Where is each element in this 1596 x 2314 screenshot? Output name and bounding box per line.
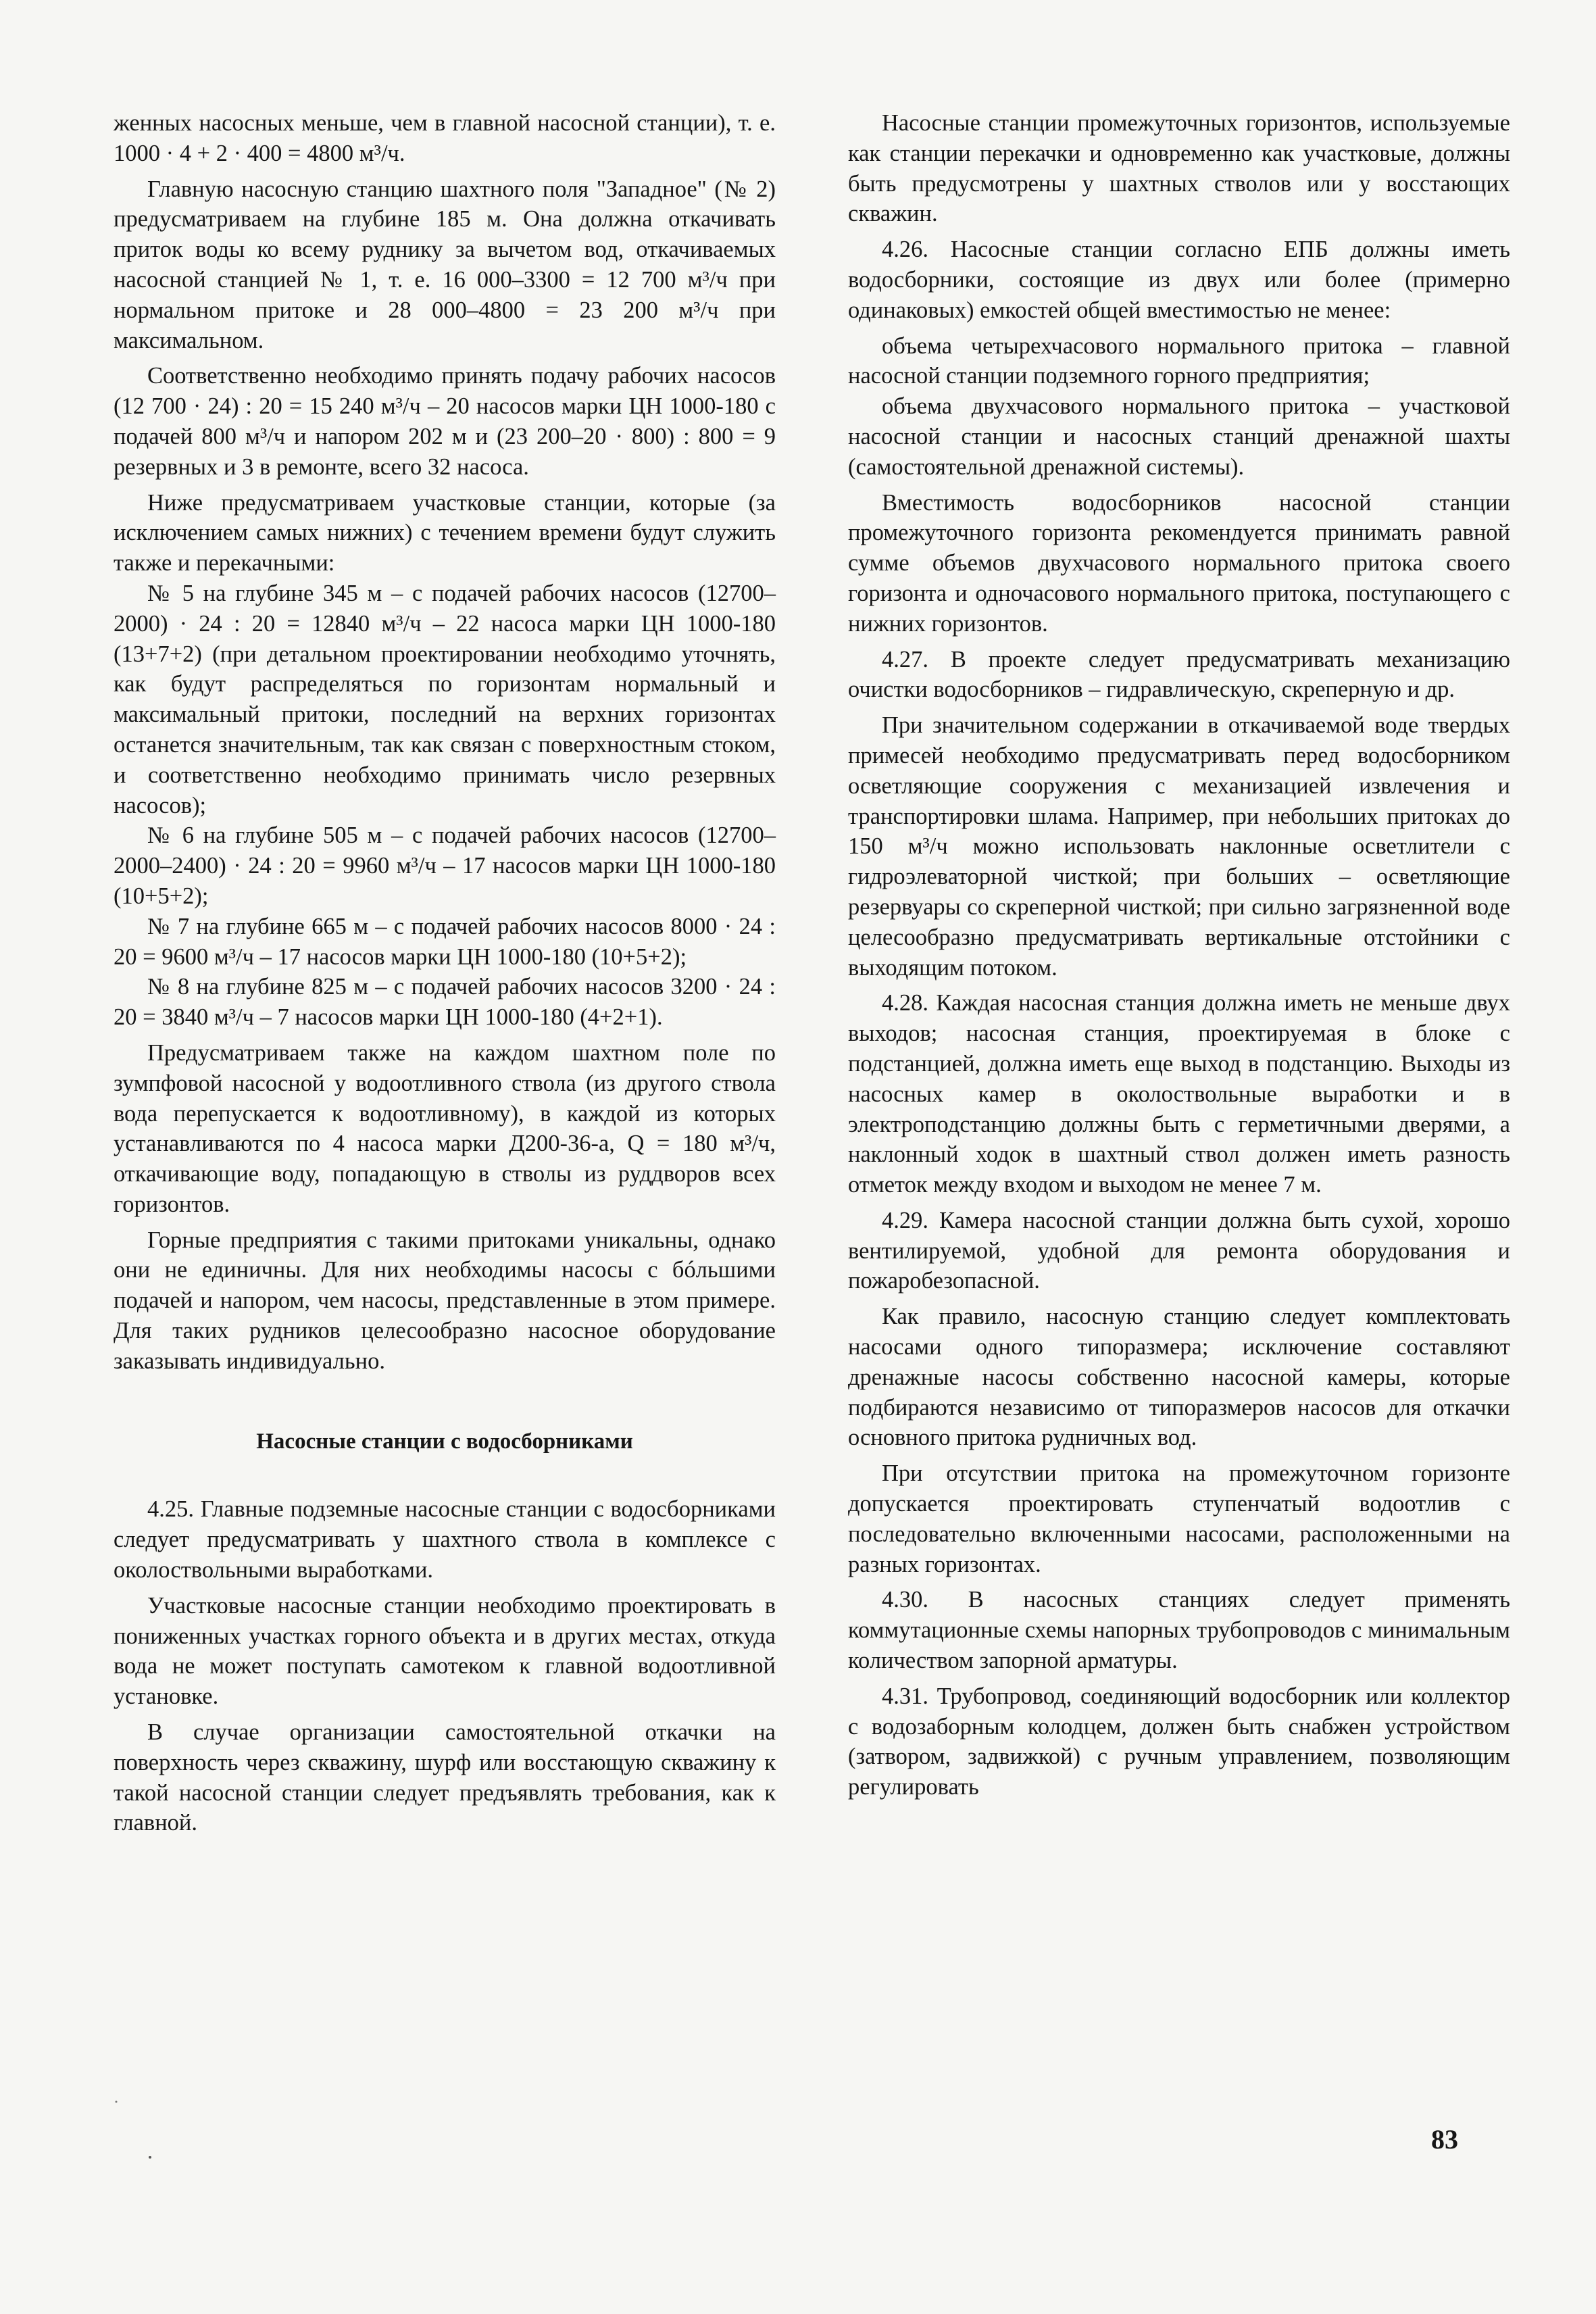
speck	[149, 2156, 151, 2159]
paragraph: Ниже предусматриваем участковые станции, которые (за исключением самых нижних) с течением времени будут служить также и перекачными:	[114, 489, 776, 576]
paragraph: Горные предприятия с такими притоками уникальны, однако они не единичны. Для них необходимы насосы с бóльшими подачей и напором, чем насосы, представленные в этом примере. Для таких рудников целесообразно насосное оборудование заказывать индивидуально.	[114, 1227, 776, 1374]
paragraph: Предусматриваем также на каждом шахтном поле по зумпфовой насосной у водоотливного ствола (из другого ствола вода перепускается к водоотливному), в каждой из которых устанавливаются по 4 насоса марки Д200-36-а, Q = 180 м³/ч, откачивающие воду, попадающую в стволы из руддворов всех горизонтов.	[114, 1039, 776, 1217]
paragraph: В случае организации самостоятельной откачки на поверхность через скважину, шурф или восстающую скважину к такой насосной станции следует предъявлять требования, как к главной.	[114, 1719, 776, 1836]
list-item: объема двухчасового нормального притока – участковой насосной станции и насосных станций дренажной шахты (самостоятельной дренажной системы).	[848, 393, 1510, 480]
right-column	[848, 108, 1510, 1808]
paragraph: Главную насосную станцию шахтного поля "Западное" (№ 2) предусматриваем на глубине 185 м. Она должна откачивать приток воды ко всему руднику за вычетом вод, откачиваемых насосной станцией № 1, т. е. 16 000–3300 = 12 700 м³/ч при нормальном притоке и 28 000–4800 = 23 200 м³/ч при максимальном.	[114, 176, 776, 353]
left-column	[114, 108, 776, 1844]
section-heading: Насосные станции с водосборниками	[256, 1429, 633, 1454]
paragraph: женных насосных меньше, чем в главной насосной станции), т. е. 1000 · 4 + 2 · 400 = 4800 м³/ч.	[114, 110, 776, 166]
paragraph: 4.30. В насосных станциях следует применять коммутационные схемы напорных трубопроводов с минимальным количеством запорной арматуры.	[848, 1587, 1510, 1674]
paragraph: При значительном содержании в откачиваемой воде твердых примесей необходимо предусматривать перед водосборником осветляющие сооружения с механизацией извлечения и транспортировки шлама. Например, при небольших притоках до 150 м³/ч можно использовать наклонные осветлители с гидроэлеваторной чисткой; при больших – осветляющие резервуары со скреперной чисткой; при сильно загрязненной воде целесообразно предусматривать вертикальные отстойники с выходящим потоком.	[848, 712, 1510, 981]
paragraph: Участковые насосные станции необходимо проектировать в пониженных участках горного объекта и в других местах, откуда вода не может поступать самотеком к главной водоотливной установке.	[114, 1592, 776, 1710]
list-item: № 5 на глубине 345 м – с подачей рабочих насосов (12700–2000) · 24 : 20 = 12840 м³/ч – 22 насоса марки ЦН 1000-180 (13+7+2) (при детальном проектировании необходимо уточнять, как будут распределяться по горизонтам нормальный и максимальный притоки, последний на верхних горизонтах останется значительным, так как связан с поверхностным стоком, и соответственно необходимо принимать число резервных насосов);	[114, 580, 776, 818]
speck	[116, 2101, 118, 2103]
list-item: № 8 на глубине 825 м – с подачей рабочих насосов 3200 · 24 : 20 = 3840 м³/ч – 7 насосов марки ЦН 1000-180 (4+2+1).	[114, 974, 776, 1031]
paragraph: Соответственно необходимо принять подачу рабочих насосов (12 700 · 24) : 20 = 15 240 м³/ч – 20 насосов марки ЦН 1000-180 с подачей 800 м³/ч и напором 202 м и (23 200–20 · 800) : 800 = 9 резервных и 3 в ремонте, всего 32 насоса.	[114, 363, 776, 480]
paragraph: Вместимость водосборников насосной станции промежуточного горизонта рекомендуется принимать равной сумме объемов двухчасового нормального притока своего горизонта и одночасового нормального притока, поступающего с нижних горизонтов.	[848, 489, 1510, 637]
page-number: 83	[1431, 2124, 1458, 2155]
list-item: объема четырехчасового нормального притока – главной насосной станции подземного горного предприятия;	[848, 333, 1510, 389]
paragraph: 4.26. Насосные станции согласно ЕПБ должны иметь водосборники, состоящие из двух или более (примерно одинаковых) емкостей общей вместимостью не менее:	[848, 237, 1510, 323]
paragraph: Насосные станции промежуточных горизонтов, используемые как станции перекачки и одновременно как участковые, должны быть предусмотрены у шахтных стволов или у восстающих скважин.	[848, 110, 1510, 227]
list-item: № 6 на глубине 505 м – с подачей рабочих насосов (12700–2000–2400) · 24 : 20 = 9960 м³/ч – 17 насосов марки ЦН 1000-180 (10+5+2);	[114, 822, 776, 909]
paragraph: При отсутствии притока на промежуточном горизонте допускается проектировать ступенчатый водоотлив с последовательно включенными насосами, расположенными на разных горизонтах.	[848, 1460, 1510, 1577]
list-item: № 7 на глубине 665 м – с подачей рабочих насосов 8000 · 24 : 20 = 9600 м³/ч – 17 насосов марки ЦН 1000-180 (10+5+2);	[114, 913, 776, 970]
paragraph: 4.25. Главные подземные насосные станции с водосборниками следует предусматривать у шахтного ствола в комплексе с околоствольными выработками.	[114, 1496, 776, 1583]
paragraph: 4.28. Каждая насосная станция должна иметь не меньше двух выходов; насосная станция, проектируемая в блоке с подстанцией, должна иметь еще выход в подстанцию. Выходы из насосных камер в околоствольные выработки и в электроподстанцию должны быть с герметичными дверями, а наклонный ходок в шахтный ствол должен иметь разность отметок между входом и выходом не менее 7 м.	[848, 990, 1510, 1198]
paragraph: 4.27. В проекте следует предусматривать механизацию очистки водосборников – гидравлическую, скреперную и др.	[848, 646, 1510, 703]
paragraph: Как правило, насосную станцию следует комплектовать насосами одного типоразмера; исключение составляют дренажные насосы собственно насосной камеры, которые подбираются независимо от типоразмеров насосов для откачки основного притока рудничных вод.	[848, 1304, 1510, 1451]
paragraph: 4.29. Камера насосной станции должна быть сухой, хорошо вентилируемой, удобной для ремонта оборудования и пожаробезопасной.	[848, 1207, 1510, 1294]
paragraph: 4.31. Трубопровод, соединяющий водосборник или коллектор с водозаборным колодцем, должен быть снабжен устройством (затвором, задвижкой) с ручным управлением, позволяющим регулировать	[848, 1683, 1510, 1800]
